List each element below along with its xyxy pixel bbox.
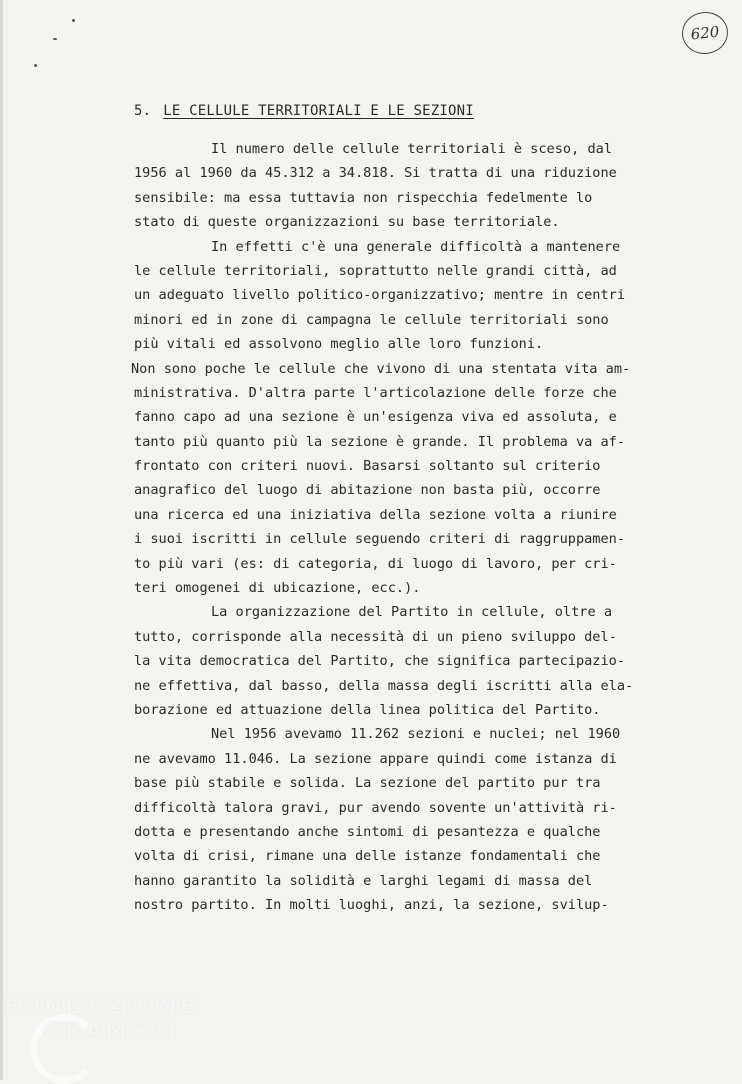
text-line: volta di crisi, rimane una delle istanze fondamentali che	[134, 848, 601, 865]
text-line: anagrafico del luogo di abitazione non basta più, occorre	[134, 482, 601, 499]
body-text	[131, 137, 694, 918]
text-line: la vita democratica del Partito, che significa partecipazio-	[134, 653, 626, 670]
text-line: hanno garantito la solidità e larghi legami di massa del	[134, 872, 593, 889]
text-line: una ricerca ed una iniziativa della sezione volta a riunire	[134, 506, 617, 523]
text-line: ministrativa. D'altra parte l'articolazione delle forze che	[134, 384, 617, 401]
text-line: Non sono poche le cellule che vivono di una stentata vita am-	[131, 360, 631, 377]
text-line: teri omogenei di ubicazione, ecc.).	[134, 580, 421, 597]
section-number: 5.	[134, 103, 152, 119]
text-line: La organizzazione del Partito in cellule, oltre a	[211, 604, 613, 621]
archive-page-number: 620	[680, 10, 730, 57]
text-line: nostro partito. In molti luoghi, anzi, la sezione, svilup-	[134, 897, 609, 914]
text-line: ne avevamo 11.046. La sezione appare quindi come istanza di	[134, 750, 617, 767]
speck	[34, 64, 37, 67]
text-line: dotta e presentando anche sintomi di pesantezza e qualche	[134, 823, 601, 840]
text-line: un adeguato livello politico-organizzativo; mentre in centri	[134, 287, 626, 304]
text-line: Nel 1956 avevamo 11.262 sezioni e nuclei; nel 1960	[211, 726, 621, 743]
text-line: frontato con criteri nuovi. Basarsi soltanto sul criterio	[134, 458, 601, 475]
watermark-line-2: GRAMSCI	[44, 1019, 180, 1044]
text-line: i suoi iscritti in cellule seguendo criteri di raggruppamen-	[134, 531, 626, 548]
scan-edge	[0, 0, 3, 1080]
text-line: tanto più quanto più la sezione è grande. Il problema va af-	[134, 433, 626, 450]
text-line: borazione ed attuazione della linea politica del Partito.	[134, 701, 601, 718]
text-line: to più vari (es: di categoria, di luogo di lavoro, per cri-	[134, 555, 617, 572]
text-line: minori ed in zone di campagna le cellule territoriali sono	[134, 311, 609, 328]
speck	[72, 19, 75, 22]
speck	[53, 38, 57, 40]
text-line: base più stabile e solida. La sezione del partito pur tra	[134, 775, 601, 792]
text-line: Il numero delle cellule territoriali è sceso, dal	[211, 141, 613, 157]
text-line: sensibile: ma essa tuttavia non rispecchia fedelmente lo	[134, 189, 593, 206]
text-line: ne effettiva, dal basso, della massa degli iscritti alla ela-	[134, 677, 634, 694]
text-line: stato di queste organizzazioni su base territoriale.	[134, 214, 560, 231]
watermark	[4, 996, 198, 1044]
text-line: tutto, corrisponde alla necessità di un pieno sviluppo del-	[134, 628, 617, 645]
text-line: più vitali ed assolvono meglio alle loro funzioni.	[134, 336, 544, 353]
text-line: In effetti c'è una generale difficoltà a mantenere	[211, 238, 621, 255]
text-line: difficoltà talora gravi, pur avendo sovente un'attività ri-	[134, 799, 617, 816]
watermark-line-1: FONDAZIONE	[4, 995, 198, 1020]
text-line: le cellule territoriali, soprattutto nelle grandi città, ad	[134, 262, 617, 279]
text-line: 1956 al 1960 da 45.312 a 34.818. Si tratta di una riduzione	[134, 165, 617, 182]
text-line: fanno capo ad una sezione è un'esigenza viva ed assoluta, e	[134, 409, 617, 426]
section-heading	[134, 103, 474, 119]
section-title: LE CELLULE TERRITORIALI E LE SEZIONI	[163, 103, 474, 119]
